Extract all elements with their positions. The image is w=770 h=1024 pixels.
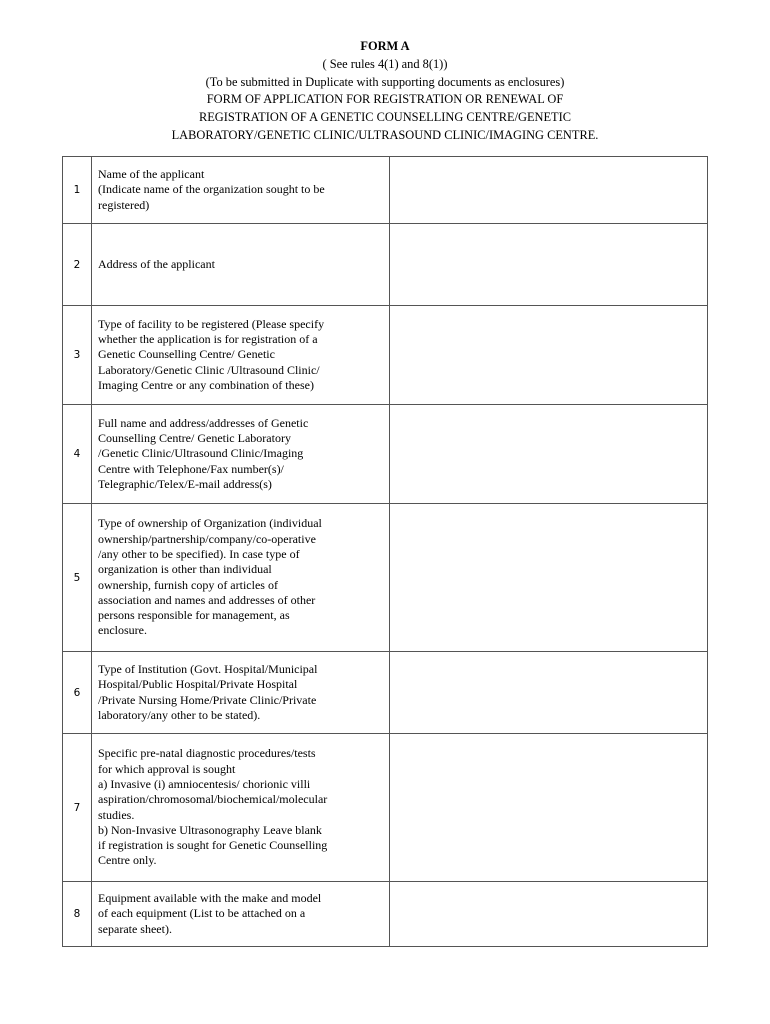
answer-field-ownership-type[interactable] bbox=[390, 504, 708, 652]
row-label bbox=[92, 306, 390, 405]
header-line-registration-of: REGISTRATION OF A GENETIC COUNSELLING CENTRE/GENETIC bbox=[198, 110, 572, 125]
answer-field-applicant-name[interactable] bbox=[390, 157, 708, 224]
table-row bbox=[63, 652, 708, 734]
row-label bbox=[92, 504, 390, 652]
row-label-text: Type of facility to be registered (Please specify whether the application is for registration of a Genetic Counselling Centre/ Genetic Laboratory/Genetic Clinic /Ultrasound Clinic/ Imaging Centre or any combination of these) bbox=[98, 316, 325, 392]
answer-field-applicant-address[interactable] bbox=[390, 224, 708, 306]
table-row bbox=[63, 504, 708, 652]
table-row bbox=[63, 157, 708, 224]
header-line-form-of-application: FORM OF APPLICATION FOR REGISTRATION OR RENEWAL OF bbox=[206, 92, 564, 107]
row-number: 1 bbox=[63, 157, 92, 224]
row-label bbox=[92, 405, 390, 504]
form-title: FORM A bbox=[360, 39, 410, 53]
answer-field-facility-type[interactable] bbox=[390, 306, 708, 405]
answer-field-centre-address[interactable] bbox=[390, 405, 708, 504]
row-number: 8 bbox=[63, 882, 92, 947]
row-number: 6 bbox=[63, 652, 92, 734]
row-label bbox=[92, 734, 390, 882]
row-label-text: Full name and address/addresses of Genetic Counselling Centre/ Genetic Laboratory /Genetic Clinic/Ultrasound Clinic/Imaging Centre with Telephone/Fax number(s)/ Telegraphic/Telex/E-mail address(s) bbox=[98, 415, 309, 491]
table-row bbox=[63, 405, 708, 504]
answer-field-diagnostic-procedures[interactable] bbox=[390, 734, 708, 882]
row-label bbox=[92, 882, 390, 947]
form-header bbox=[0, 38, 770, 145]
row-label bbox=[92, 157, 390, 224]
table-row bbox=[63, 224, 708, 306]
row-number: 7 bbox=[63, 734, 92, 882]
row-label-text: Type of Institution (Govt. Hospital/Municipal Hospital/Public Hospital/Private Hospital /Private Nursing Home/Private Clinic/Private laboratory/any other to be stated). bbox=[98, 661, 318, 722]
row-label-text: Address of the applicant bbox=[98, 256, 215, 271]
header-line-laboratory: LABORATORY/GENETIC CLINIC/ULTRASOUND CLINIC/IMAGING CENTRE. bbox=[171, 127, 599, 142]
answer-field-equipment[interactable] bbox=[390, 882, 708, 947]
answer-field-institution-type[interactable] bbox=[390, 652, 708, 734]
table-row bbox=[63, 882, 708, 947]
header-line-duplicate: (To be submitted in Duplicate with supporting documents as enclosures) bbox=[205, 74, 565, 89]
row-label-text: Name of the applicant (Indicate name of the organization sought to be registered) bbox=[98, 167, 325, 212]
application-form-table bbox=[62, 156, 708, 947]
row-label-text: Type of ownership of Organization (individual ownership/partnership/company/co-operative /any other to be specified). In case type of organization is other than individual ownership, furnish copy of articles of association and names and addresses of other persons responsible for management, as enclosure. bbox=[98, 516, 322, 638]
row-label-text: Equipment available with the make and model of each equipment (List to be attached on a separate sheet). bbox=[98, 891, 322, 936]
row-number: 2 bbox=[63, 224, 92, 306]
row-number: 4 bbox=[63, 405, 92, 504]
row-label bbox=[92, 652, 390, 734]
header-line-rules: ( See rules 4(1) and 8(1)) bbox=[322, 56, 448, 71]
row-number: 3 bbox=[63, 306, 92, 405]
table-row bbox=[63, 306, 708, 405]
row-label bbox=[92, 224, 390, 306]
row-number: 5 bbox=[63, 504, 92, 652]
row-label-text: Specific pre-natal diagnostic procedures/tests for which approval is sought a) Invasive (i) amniocentesis/ chorionic villi aspiration/chromosomal/biochemical/molecular studies. b) Non-Invasive Ultrasonography Leave blank if registration is sought for Genetic Counselling Centre only. bbox=[98, 746, 328, 868]
table-row bbox=[63, 734, 708, 882]
